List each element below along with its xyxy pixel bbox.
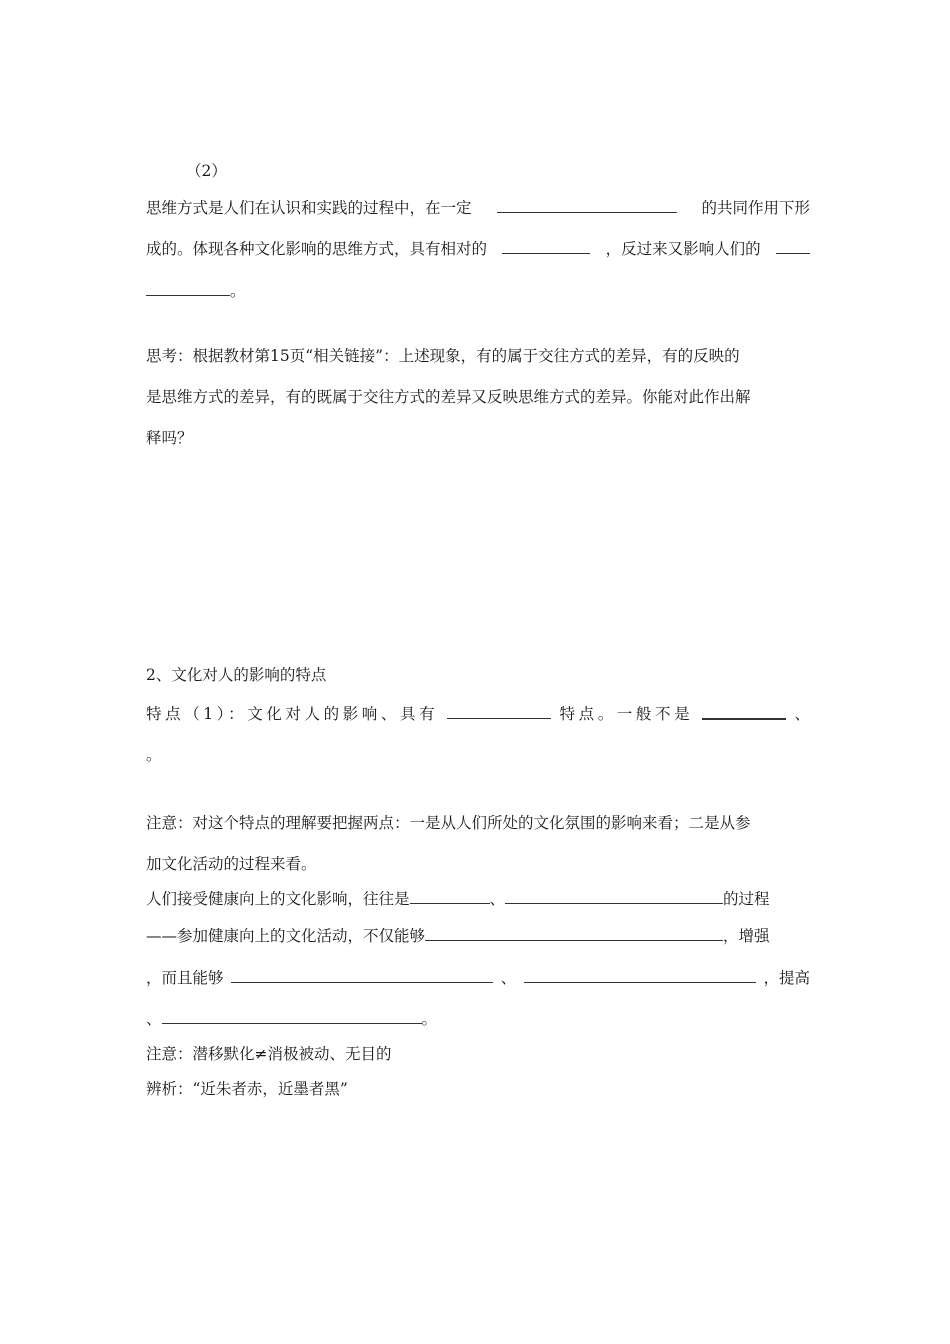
text: 人们接受健康向上的文化影响，往往是 (146, 890, 410, 908)
note-2: 注意：潜移默化≠消极被动、无目的 (146, 1045, 392, 1063)
text: 、 (500, 969, 517, 987)
text: 。 (421, 1010, 438, 1028)
blank-3[interactable] (776, 238, 810, 254)
text: 、 (146, 1010, 162, 1028)
participate-line (146, 925, 810, 947)
text: ，提高 (763, 969, 810, 987)
text: ，反过来又影响人们的 (605, 240, 761, 258)
analyze-line: 辨析：“近朱者赤，近墨者黑” (146, 1080, 348, 1098)
paragraph-line (146, 197, 810, 219)
think-line-2: 是思维方式的差异，有的既属于交往方式的差异又反映思维方式的差异。你能对此作出解 (146, 388, 751, 406)
text: 的过程 (723, 890, 770, 908)
feature-end: 。 (146, 746, 162, 764)
text: 特点。一般不是 (559, 705, 694, 723)
accept-line (146, 888, 810, 910)
paragraph-line (146, 280, 810, 302)
feature-line (146, 703, 810, 725)
blank-5[interactable] (702, 703, 786, 720)
paragraph-line (146, 238, 810, 260)
text: 、 (794, 705, 810, 723)
blank-9[interactable] (231, 967, 493, 983)
blank-3-continued[interactable] (146, 280, 230, 296)
item-2-label: （2） (186, 162, 227, 180)
note-1-line-2: 加文化活动的过程来看。 (146, 855, 317, 873)
text: 成的。体现各种文化影响的思维方式，具有相对的 (146, 240, 488, 258)
blank-6[interactable] (410, 888, 490, 904)
section-2-title: 2、文化对人的影响的特点 (146, 666, 327, 684)
text: 。 (230, 282, 246, 300)
text: 、 (489, 890, 506, 908)
note-1-line-1: 注意：对这个特点的理解要把握两点：一是从人们所处的文化氛围的影响来看；二是从参 (146, 814, 751, 832)
text: ，增强 (723, 927, 770, 945)
blank-2[interactable] (502, 238, 590, 254)
text: 的共同作用下形 (701, 199, 810, 217)
think-line-3: 释吗？ (146, 429, 193, 447)
blank-11[interactable] (162, 1008, 422, 1024)
text: 特点（1）：文化对人的影响、具有 (146, 705, 439, 723)
blank-10[interactable] (524, 967, 756, 983)
text: 思维方式是人们在认识和实践的过程中，在一定 (146, 199, 472, 217)
blank-1[interactable] (497, 197, 677, 213)
think-line-1: 思考：根据教材第15页“相关链接”：上述现象，有的属于交往方式的差异，有的反映的 (146, 347, 740, 365)
text: ——参加健康向上的文化活动，不仅能够 (146, 927, 426, 945)
and-line (146, 967, 810, 989)
blank-8[interactable] (425, 925, 723, 941)
blank-4[interactable] (447, 703, 551, 719)
last-line (146, 1008, 810, 1030)
blank-7[interactable] (505, 888, 723, 904)
text: ，而且能够 (146, 969, 224, 987)
